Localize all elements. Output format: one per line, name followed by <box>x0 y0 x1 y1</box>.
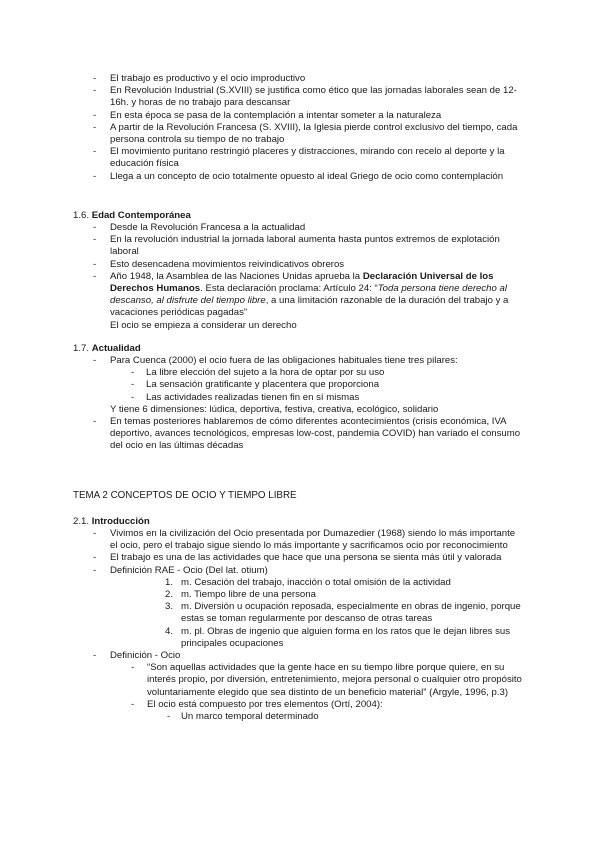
list-item-continuation: Y tiene 6 dimensiones: lúdica, deportiva, festiva, creativa, ecológico, solidario <box>110 403 439 415</box>
list-item: - El trabajo es productivo y el ocio improductivo <box>93 73 306 84</box>
section-heading-2-1: 2.1. Introducción <box>73 516 150 527</box>
list-item: - Esto desencadena movimientos reivindicativos obreros <box>93 258 345 270</box>
list-item: - En Revolución Industrial (S.XVIII) se justifica como ético que las jornadas laborales sean de 12-16h. y horas de no trabajo para descansar <box>93 85 517 109</box>
numbered-item: 4. m. pl. Obras de ingenio que alguien forma en los ratos que le dejan libres sus principales ocupaciones <box>165 625 511 649</box>
sub-list-item: - “Son aquellas actividades que la gente hace en su tiempo libre porque quiere, en su interés propio, por diversión, entretenimiento, mejora personal o cualquier otro propósito voluntariamente elegido que sea distinto de un beneficio material” (Argyle, 1996, p.3) <box>131 662 522 698</box>
section-heading-1-7: 1.7. Actualidad <box>73 343 141 354</box>
list-item-continuation: El ocio se empieza a considerar un derecho <box>110 319 297 331</box>
list-item: - A partir de la Revolución Francesa (S. XVIII), la Iglesia pierde control exclusivo del tiempo, cada persona controla su tiempo de no trabajo <box>93 121 518 146</box>
list-item: - En la revolución industrial la jornada laboral aumenta hasta puntos extremos de explotación laboral <box>93 234 500 258</box>
sub-list-item: - El ocio está compuesto por tres elementos (Ortí, 2004): <box>131 698 383 710</box>
section-heading-1-6: 1.6. Edad Contemporánea <box>73 210 191 221</box>
list-item: - En temas posteriores hablaremos de cómo diferentes acontecimientos (crisis económica, IVA deportivo, avances tecnológicos, empresas low-cost, pandemia COVID) han variado el consumo del ocio en las últimas décadas <box>93 416 521 452</box>
list-item: - Para Cuenca (2000) el ocio fuera de las obligaciones habituales tiene tres pilares: <box>93 355 458 366</box>
sub-sub-list-item: - Un marco temporal determinado <box>167 711 319 723</box>
list-item: - Año 1948, la Asamblea de las Naciones Unidas aprueba la Declaración Universal de los Derechos Humanos. Esta declaración proclama: Artículo 24: “Toda persona tiene derecho al descanso, al disfrute del tiempo libre, a una limitación razonable de la duración del trabajo y a vacaciones periódicas pagadas” <box>93 270 509 319</box>
list-item: - El trabajo es una de las actividades que hace que una persona se sienta más útil y valorada <box>93 552 502 564</box>
list-item: - Desde la Revolución Francesa a la actualidad <box>93 222 306 233</box>
list-item: - En esta época se pasa de la contemplación a intentar someter a la naturaleza <box>93 109 442 121</box>
numbered-item: 2. m. Tiempo libre de una persona <box>165 589 316 601</box>
list-item: - Definición RAE - Ocio (Del lat. otium) <box>93 564 268 576</box>
sub-list-item: - La sensación gratificante y placentera que proporciona <box>131 379 380 391</box>
sub-list-item: - Las actividades realizadas tienen fin en sí mismas <box>131 391 360 403</box>
section-2-1-list <box>0 528 600 723</box>
numbered-item: 3. m. Diversión u ocupación reposada, especialmente en obras de ingenio, porque estas se toman regularmente por descanso de otras tareas <box>165 601 521 625</box>
list-item: - Llega a un concepto de ocio totalmente opuesto al ideal Griego de ocio como contemplación <box>93 170 504 182</box>
list-item: - El movimiento puritano restringió placeres y distracciones, mirando con recelo al deporte y la educación física <box>93 146 505 170</box>
intro-list <box>0 73 600 183</box>
sub-list-item: - La libre elección del sujeto a la hora de optar por su uso <box>131 367 385 379</box>
list-item: - Vivimos en la civilización del Ocio presentada por Dumazedier (1968) siendo lo más importante el ocio, pero el trabajo sigue siendo lo más importante y sacrificamos ocio por reconocimiento <box>93 528 516 552</box>
section-1-6-list <box>0 222 600 332</box>
chapter-title: TEMA 2 CONCEPTOS DE OCIO Y TIEMPO LIBRE <box>73 490 297 501</box>
list-item: - Definición - Ocio <box>93 650 181 662</box>
section-1-7-list <box>0 355 600 453</box>
numbered-item: 1. m. Cesación del trabajo, inacción o total omisión de la actividad <box>165 576 451 588</box>
